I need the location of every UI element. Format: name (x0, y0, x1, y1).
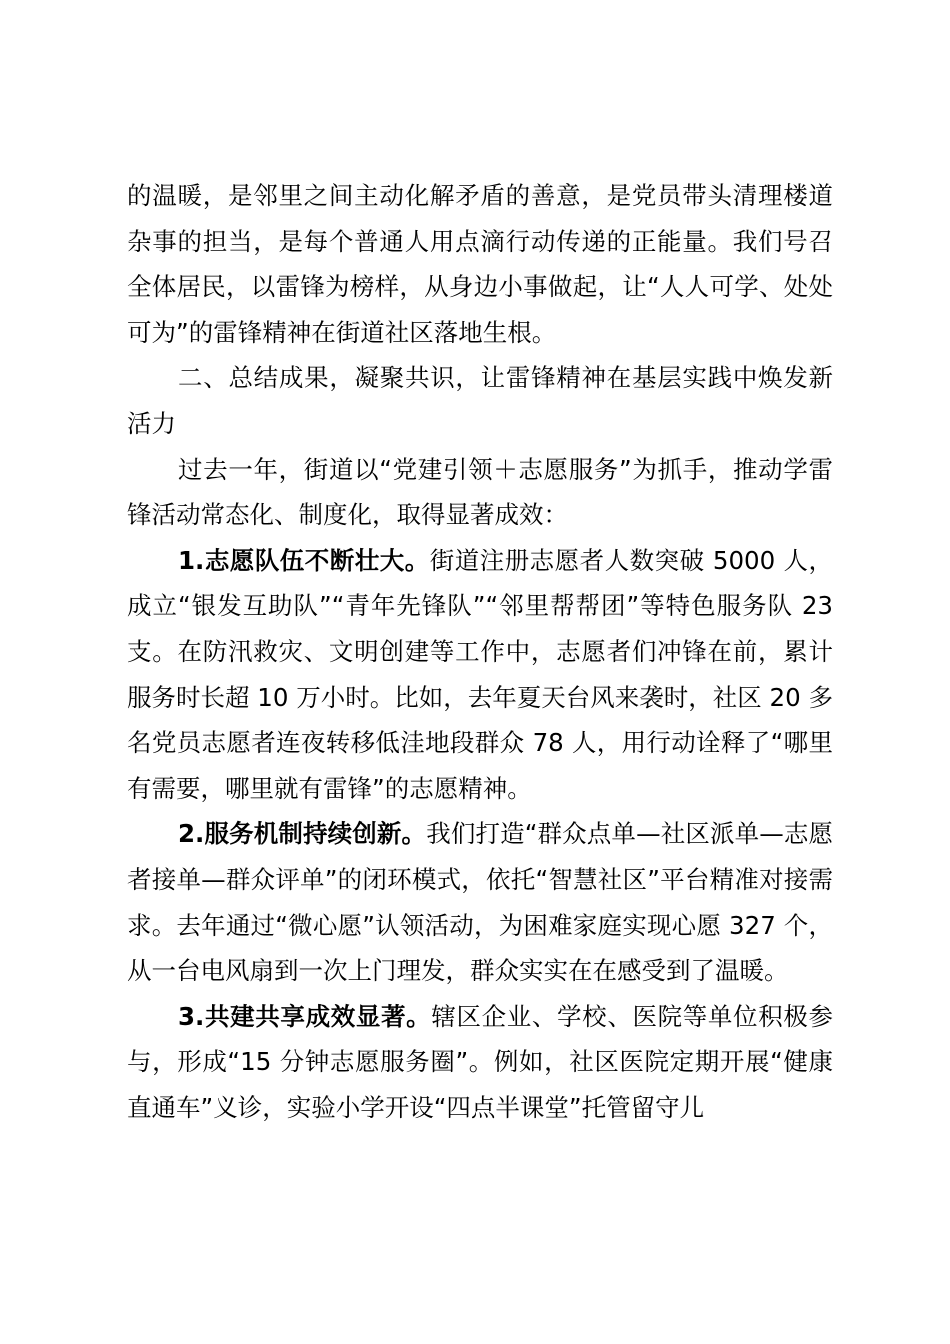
achievement-item-1-lead: 1.志愿队伍不断壮大。 (178, 545, 430, 575)
document-body (127, 173, 833, 1130)
achievement-item-1-text: 街道注册志愿者人数突破 5000 人，成立“银发互助队”“青年先锋队”“邻里帮帮团”等特色服务队 23 支。在防汛救灾、文明创建等工作中，志愿者们冲锋在前，累计服务时长超 10 万小时。比如，去年夏天台风来袭时，社区 20 多名党员志愿者连夜转移低洼地段群众 78 人，用行动诠释了“哪里有需要，哪里就有雷锋”的志愿精神。 (127, 545, 833, 803)
paragraph-continuation: 的温暖，是邻里之间主动化解矛盾的善意，是党员带头清理楼道杂事的担当，是每个普通人用点滴行动传递的正能量。我们号召全体居民，以雷锋为榜样，从身边小事做起，让“人人可学、处处可为”的雷锋精神在街道社区落地生根。 (127, 181, 833, 347)
achievement-item-2 (127, 811, 833, 993)
achievement-item-1 (127, 538, 833, 812)
achievement-item-3-text: 辖区企业、学校、医院等单位积极参与，形成“15 分钟志愿服务圈”。例如，社区医院定期开展“健康直通车”义诊，实验小学开设“四点半课堂”托管留守儿 (127, 1001, 833, 1122)
paragraph-intro: 过去一年，街道以“党建引领＋志愿服务”为抓手，推动学雷锋活动常态化、制度化，取得显著成效： (127, 454, 833, 530)
achievement-item-2-lead: 2.服务机制持续创新。 (178, 819, 427, 849)
section-heading: 二、总结成果，凝聚共识，让雷锋精神在基层实践中焕发新活力 (127, 363, 833, 438)
achievement-item-3 (127, 994, 833, 1131)
achievement-item-3-lead: 3.共建共享成效显著。 (178, 1001, 432, 1031)
achievement-item-2-text: 我们打造“群众点单—社区派单—志愿者接单—群众评单”的闭环模式，依托“智慧社区”平台精准对接需求。去年通过“微心愿”认领活动，为困难家庭实现心愿 327 个，从一台电风扇到一次上门理发，群众实实在在感受到了温暖。 (127, 819, 833, 986)
